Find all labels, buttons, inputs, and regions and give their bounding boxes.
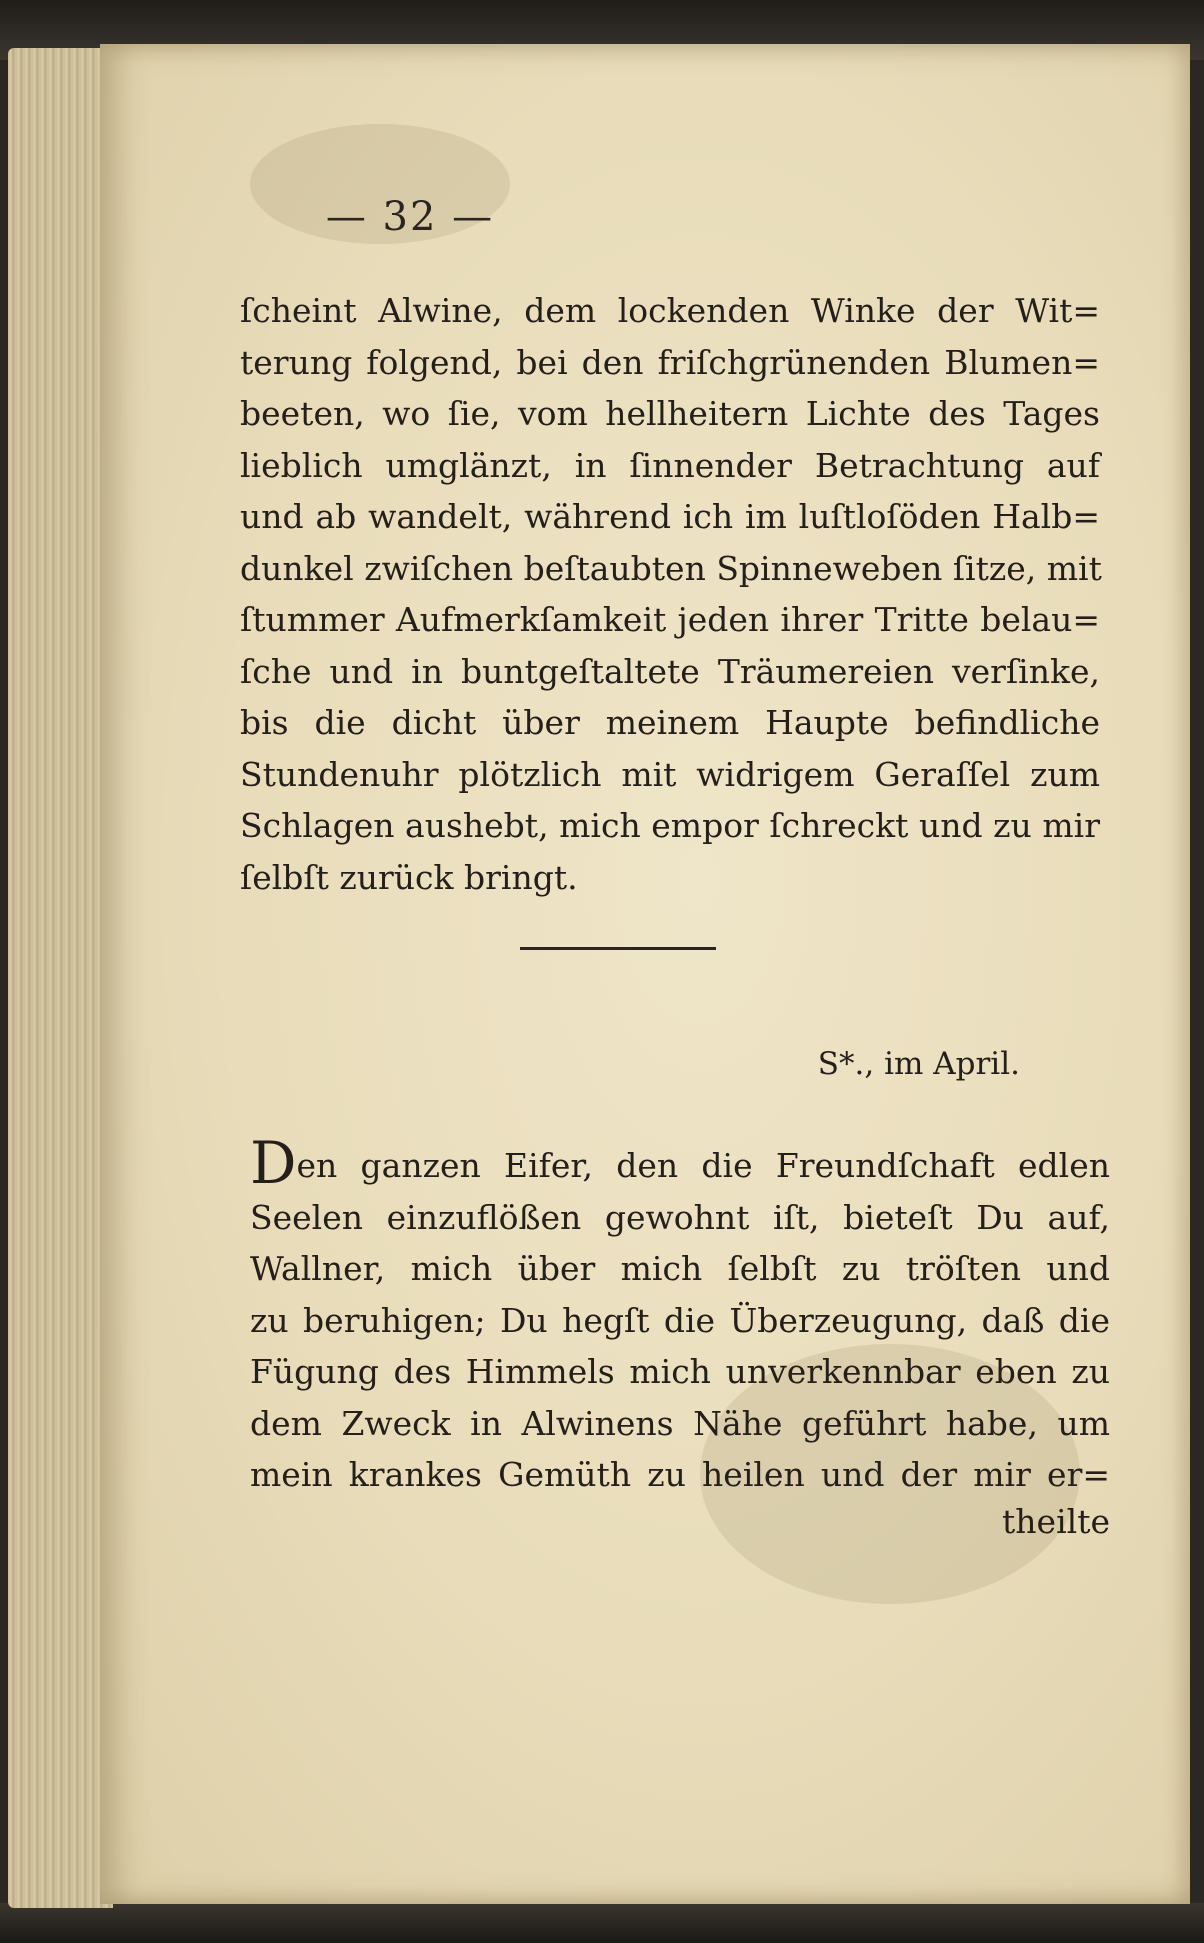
text-line: mein krankes Gemüth zu heilen und der mir er=: [250, 1455, 1110, 1494]
text-line: Seelen einzuflößen gewohnt iſt, bieteſt Du auf,: [250, 1197, 1110, 1237]
book-cover-bottom-edge: [0, 1903, 1204, 1943]
page-edges-stack: [8, 48, 113, 1908]
drop-cap: D: [250, 1129, 297, 1197]
text-line: Schlagen aushebt, mich empor ſchreckt und zu mir: [240, 806, 1100, 845]
text-line: terung folgend, bei den friſchgrünenden Blumen=: [240, 342, 1100, 382]
text-line: [250, 1129, 1110, 1197]
text-line: ſtummer Aufmerkſamkeit jeden ihrer Tritte belau=: [240, 600, 1100, 639]
text-line-rest: en ganzen Eifer, den die Freundſchaft edlen: [296, 1146, 1110, 1185]
text-line: bis die dicht über meinem Haupte befindliche: [240, 703, 1100, 742]
dateline: S*., im April.: [817, 1046, 1020, 1082]
text-line: ſelbſt zurück bringt.: [240, 857, 578, 897]
text-line: Stundenuhr plötzlich mit widrigem Geraſſel zum: [240, 754, 1100, 794]
catchword: theilte: [1002, 1502, 1110, 1541]
text-line: zu beruhigen; Du hegſt die Überzeugung, daß die: [250, 1300, 1110, 1340]
text-line: dem Zweck in Alwinens Nähe geführt habe, um: [250, 1403, 1110, 1443]
text-line: und ab wandelt, während ich im luſtloſöden Halb=: [240, 497, 1100, 536]
text-line: ſcheint Alwine, dem lockenden Winke der Wit=: [240, 291, 1100, 330]
text-line: Wallner, mich über mich ſelbſt zu tröſten und: [250, 1249, 1110, 1288]
paragraph-1: [240, 285, 1100, 903]
paragraph-2: [250, 1129, 1110, 1501]
page-number: — 32 —: [325, 194, 495, 240]
text-line: dunkel zwiſchen beſtaubten Spinneweben ſitze, mit: [240, 548, 1102, 588]
text-line: ſche und in buntgeſtaltete Träumereien verſinke,: [240, 651, 1100, 691]
text-line: beeten, wo ſie, vom hellheitern Lichte des Tages: [240, 394, 1100, 433]
text-line: lieblich umglänzt, in ſinnender Betrachtung auf: [240, 445, 1100, 485]
section-divider: [520, 947, 716, 950]
text-line: Fügung des Himmels mich unverkennbar eben zu: [250, 1352, 1110, 1391]
